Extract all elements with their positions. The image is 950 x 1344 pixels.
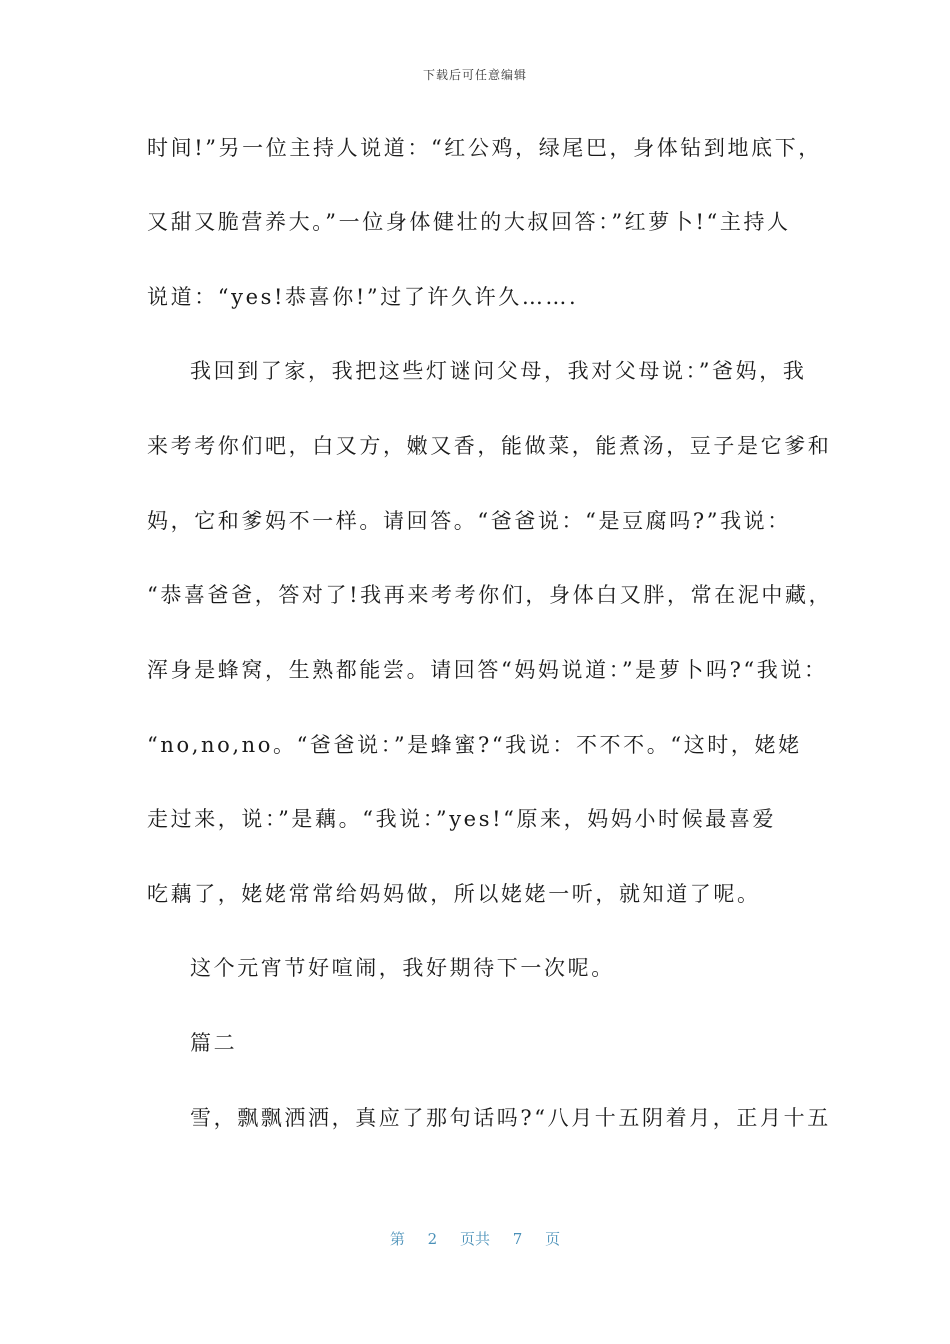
text-line-10: 走过来，说：”是藕。“我说：”yes!“原来，妈妈小时候最喜爱 — [147, 807, 777, 831]
text-line-5: 来考考你们吧，白又方，嫩又香，能做菜，能煮汤，豆子是它爹和 — [147, 434, 832, 458]
footer-total-pages: 7 — [512, 1230, 523, 1248]
text-line-6: 妈，它和爹妈不一样。请回答。“爸爸说：“是豆腐吗?”我说： — [147, 509, 791, 533]
text-line-3: 说道：“yes!恭喜你!”过了许久许久……. — [147, 285, 579, 309]
text-line-7: “恭喜爸爸，答对了!我再来考考你们，身体白又胖，常在泥中藏， — [147, 583, 833, 607]
text-line-1: 时间!”另一位主持人说道：“红公鸡，绿尾巴，身体钻到地底下， — [147, 136, 822, 160]
text-line-4: 我回到了家，我把这些灯谜问父母，我对父母说：”爸妈，我 — [190, 359, 807, 383]
footer-current-page: 2 — [427, 1230, 438, 1248]
text-line-12: 这个元宵节好喧闹，我好期待下一次呢。 — [190, 956, 615, 980]
text-line-9: “no,no,no。“爸爸说：”是蜂蜜?“我说：不不不。“这时，姥姥 — [147, 733, 802, 757]
text-line-14: 雪，飘飘洒洒，真应了那句话吗?“八月十五阴着月，正月十五 — [190, 1106, 831, 1130]
section-heading: 篇二 — [190, 1031, 238, 1055]
text-line-11: 吃藕了，姥姥常常给妈妈做，所以姥姥一听，就知道了呢。 — [147, 882, 761, 906]
page-header: 下载后可任意编辑 — [422, 68, 527, 82]
footer-label-of: 页共 — [459, 1230, 490, 1248]
footer-label-page: 第 — [389, 1230, 405, 1248]
text-line-2: 又甜又脆营养大。”一位身体健壮的大叔回答：”红萝卜!“主持人 — [147, 210, 791, 234]
page-footer — [0, 1228, 950, 1249]
footer-label-end: 页 — [545, 1230, 561, 1248]
text-line-8: 浑身是蜂窝，生熟都能尝。请回答“妈妈说道：”是萝卜吗?“我说： — [147, 658, 828, 682]
